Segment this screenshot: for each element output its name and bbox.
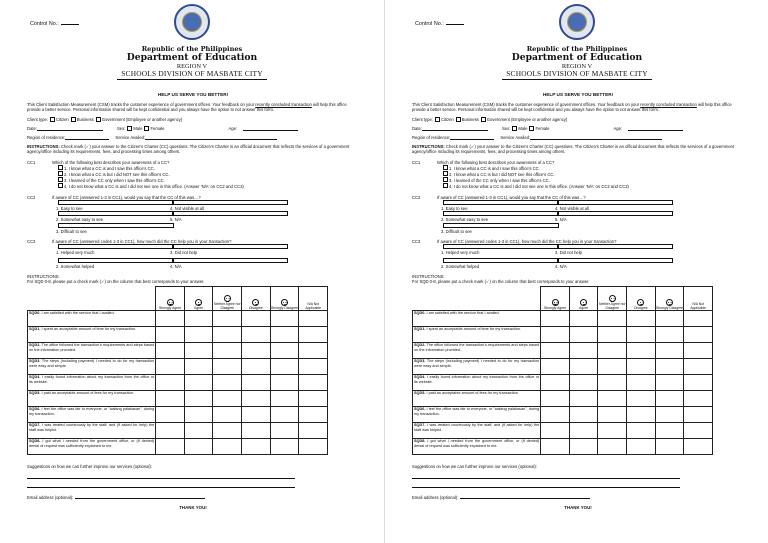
division-line: SCHOOLS DIVISION OF MASBATE CITY: [121, 69, 263, 78]
sqd-statement: SQD7. I was treated courteously by the staff, and (if asked for help) the staff was helpful.: [413, 423, 541, 439]
residence-service-row: Region of residence: Service Availed:: [27, 135, 359, 140]
deped-seal-icon: [174, 4, 210, 40]
rating-cell[interactable]: [627, 439, 656, 455]
checkbox-cc3-3[interactable]: [557, 244, 673, 249]
department-line: Department of Education: [511, 52, 643, 63]
rating-cell[interactable]: [598, 375, 627, 391]
rating-cell[interactable]: [242, 359, 271, 375]
rating-cell[interactable]: [655, 359, 684, 375]
rating-cell[interactable]: [156, 359, 185, 375]
rating-cell[interactable]: [270, 359, 299, 375]
rating-cell[interactable]: [569, 375, 598, 391]
cc1-question: CC1 Which of the following best describes your awareness of a CC? 1. I know what a CC is and I saw this office's CC. 2. I know what a CC is but I did NOT see this office's CC. 3. I learned of the CC only when I saw this office's CC. 4. I do not know what a CC is and I did not see one in this office. (Answer 'N/A' on CC2 and CC3): [27, 159, 244, 190]
rating-cell[interactable]: [299, 343, 328, 359]
rating-cell[interactable]: [684, 327, 713, 343]
rating-cell[interactable]: [156, 311, 185, 327]
checkbox-government[interactable]: [96, 117, 101, 122]
scale-not-applicable: N/A Not Applicable: [684, 287, 713, 311]
checkbox-business[interactable]: [71, 117, 76, 122]
cc-instructions: INSTRUCTIONS: Check mark (✓) your answer to the Citizen's Charter (CC) questions. The Citizen's Charter is an official document that reflects the services of a government agency/office including its requirements, fees, and processing times among others.: [412, 144, 735, 155]
table-row: [28, 439, 328, 455]
rating-cell[interactable]: [569, 359, 598, 375]
rating-cell[interactable]: [213, 327, 242, 343]
table-row: [28, 423, 328, 439]
rating-cell[interactable]: [299, 375, 328, 391]
intro-text: This Client Satisfaction Measurement (CSM) tracks the customer experience of government offices. Your feedback on your recently concluded transaction will help this office provide a better service. Personal information shared will be kept confidential and you always have the option to not answer this form.: [27, 102, 347, 113]
rating-cell[interactable]: [270, 375, 299, 391]
rating-cell[interactable]: [598, 327, 627, 343]
cc-instructions: INSTRUCTIONS: Check mark (✓) your answer to the Citizen's Charter (CC) questions. The Citizen's Charter is an official document that reflects the services of a government agency/office including its requirements, fees, and processing times among others.: [27, 144, 350, 155]
date-sex-age-row: Date: Sex: Male Female Age:: [27, 126, 359, 131]
rating-cell[interactable]: [299, 391, 328, 407]
checkbox-male[interactable]: [127, 126, 132, 131]
checkbox-cc2-3[interactable]: [58, 223, 174, 228]
rating-cell[interactable]: [684, 343, 713, 359]
cc3-question: CC3 If aware of CC (answered codes 1-3 in CC1), how much did the CC help you in your transaction? 1. Helped very much 3. Did not help 2. Somewhat helped 4. N/A: [412, 239, 744, 269]
sqd-statement: SQD1. I spent an acceptable amount of time for my transaction.: [28, 327, 156, 343]
rating-cell[interactable]: [541, 375, 570, 391]
rating-cell[interactable]: [242, 311, 271, 327]
rating-cell[interactable]: [270, 439, 299, 455]
very-happy-face-icon: [552, 299, 559, 306]
happy-face-icon: [195, 299, 202, 306]
rating-cell[interactable]: [541, 391, 570, 407]
checkbox-citizen[interactable]: [435, 117, 440, 122]
checkbox-cc2-1[interactable]: [443, 200, 559, 205]
cc2-question: CC2 If aware of CC (answered 1-3 in CC1), would you say that the CC of this was…? 1. Easy to see 4. Not visible at all 2. Somewhat easy to see 5. N/A 3. Difficult to see: [27, 195, 359, 234]
rating-cell[interactable]: [627, 391, 656, 407]
rating-cell[interactable]: [655, 311, 684, 327]
table-row: [28, 327, 328, 343]
checkbox-cc2-5[interactable]: [172, 211, 288, 216]
rating-cell[interactable]: [684, 375, 713, 391]
control-number: Control No.:: [30, 21, 79, 27]
date-field[interactable]: [422, 126, 488, 131]
control-number-blank: [61, 24, 79, 25]
checkbox-cc1-4[interactable]: [443, 183, 448, 188]
rating-cell[interactable]: [213, 423, 242, 439]
intro-text: This Client Satisfaction Measurement (CSM) tracks the customer experience of government offices. Your feedback on your recently concluded transaction will help this office provide a better service. Personal information shared will be kept confidential and you always have the option to not answer this form.: [412, 102, 732, 113]
rating-cell[interactable]: [270, 327, 299, 343]
table-row: [28, 343, 328, 359]
checkbox-cc1-4[interactable]: [58, 183, 63, 188]
rating-cell[interactable]: [242, 375, 271, 391]
checkbox-cc2-4[interactable]: [172, 200, 288, 205]
checkbox-female[interactable]: [144, 126, 149, 131]
rating-cell[interactable]: [270, 407, 299, 423]
rating-cell[interactable]: [156, 375, 185, 391]
scale-strongly-agree: Strongly Agree: [541, 287, 570, 311]
checkbox-cc2-4[interactable]: [557, 200, 673, 205]
suggestions-line-1[interactable]: [27, 470, 295, 479]
table-row: [28, 391, 328, 407]
rating-cell[interactable]: [184, 439, 213, 455]
checkbox-cc1-3[interactable]: [443, 177, 448, 182]
checkbox-female[interactable]: [529, 126, 534, 131]
very-sad-face-icon: [666, 299, 673, 306]
scale-strongly-agree: Strongly Agree: [156, 287, 185, 311]
checkbox-citizen[interactable]: [50, 117, 55, 122]
sqd-statement: SQD2. The office followed the transaction's requirements and steps based on the information provided.: [28, 343, 156, 359]
rating-cell[interactable]: [569, 311, 598, 327]
rating-cell[interactable]: [270, 343, 299, 359]
scale-disagree: Disagree: [627, 287, 656, 311]
rating-cell[interactable]: [213, 311, 242, 327]
rating-cell[interactable]: [684, 439, 713, 455]
rating-cell[interactable]: [184, 423, 213, 439]
sqd-instructions: INSTRUCTIONS: For SQD 0-8, please put a check mark (✓) on the column that best corresponds to your answer.: [27, 274, 205, 285]
rating-cell[interactable]: [213, 439, 242, 455]
rating-cell[interactable]: [541, 359, 570, 375]
sqd-statement: SQD6. I feel the office was fair to everyone, or "walang palakasan", during my transaction.: [28, 407, 156, 423]
email-row: Email address (optional):: [412, 494, 744, 500]
rating-cell[interactable]: [684, 391, 713, 407]
rating-cell[interactable]: [156, 327, 185, 343]
rating-cell[interactable]: [627, 375, 656, 391]
suggestions-label: Suggestions on how we can further improve our services (optional):: [27, 464, 152, 470]
scale-agree: Agree: [569, 287, 598, 311]
sqd-instructions: INSTRUCTIONS: For SQD 0-8, please put a check mark (✓) on the column that best corresponds to your answer.: [412, 274, 590, 285]
suggestions-line-1[interactable]: [412, 470, 680, 479]
table-row: [28, 375, 328, 391]
rating-cell[interactable]: [598, 391, 627, 407]
scale-not-applicable: N/A Not Applicable: [299, 287, 328, 311]
rating-cell[interactable]: [213, 359, 242, 375]
sqd-statement: SQD7. I was treated courteously by the staff, and (if asked for help) the staff was helpful.: [28, 423, 156, 439]
rating-cell[interactable]: [684, 311, 713, 327]
checkbox-cc1-3[interactable]: [58, 177, 63, 182]
form-page-right: [384, 0, 768, 543]
very-sad-face-icon: [281, 299, 288, 306]
checkbox-cc1-2[interactable]: [443, 171, 448, 176]
form-title: HELP US SERVE YOU BETTER!: [157, 92, 229, 97]
email-field[interactable]: [75, 494, 205, 499]
sqd-statement: SQD4. I easily found information about my transaction from the office or its website.: [413, 375, 541, 391]
checkbox-cc1-2[interactable]: [58, 171, 63, 176]
rating-cell[interactable]: [213, 343, 242, 359]
checkbox-cc2-3[interactable]: [443, 223, 559, 228]
checkbox-cc2-2[interactable]: [58, 211, 174, 216]
suggestions-line-2[interactable]: [412, 479, 680, 488]
rating-cell[interactable]: [299, 311, 328, 327]
checkbox-cc3-3[interactable]: [172, 244, 288, 249]
rating-cell[interactable]: [242, 423, 271, 439]
rating-cell[interactable]: [541, 311, 570, 327]
rating-cell[interactable]: [184, 327, 213, 343]
rating-cell[interactable]: [299, 439, 328, 455]
rating-cell[interactable]: [655, 391, 684, 407]
rating-cell[interactable]: [598, 311, 627, 327]
cc1-question: CC1 Which of the following best describes your awareness of a CC? 1. I know what a CC is and I saw this office's CC. 2. I know what a CC is but I did NOT see this office's CC. 3. I learned of the CC only when I saw this office's CC. 4. I do not know what a CC is and I did not see one in this office. (Answer 'N/A' on CC2 and CC3): [412, 159, 629, 190]
thank-you-text: THANK YOU!: [564, 504, 592, 510]
rating-cell[interactable]: [299, 407, 328, 423]
rating-cell[interactable]: [627, 343, 656, 359]
sqd-statement: SQD0. I am satisfied with the service that I availed.: [413, 311, 541, 327]
rating-cell[interactable]: [541, 439, 570, 455]
scale-agree: Agree: [184, 287, 213, 311]
suggestions-line-2[interactable]: [27, 479, 295, 488]
control-number: Control No.:: [415, 21, 464, 27]
rating-cell[interactable]: [184, 359, 213, 375]
email-row: Email address (optional):: [27, 494, 359, 500]
sqd-statement: SQD6. I feel the office was fair to everyone, or "walang palakasan", during my transaction.: [413, 407, 541, 423]
rating-cell[interactable]: [184, 375, 213, 391]
rating-cell[interactable]: [242, 327, 271, 343]
region-line: REGION V: [561, 63, 593, 70]
checkbox-business[interactable]: [456, 117, 461, 122]
sqd-statement: SQD2. The office followed the transaction's requirements and steps based on the information provided.: [413, 343, 541, 359]
neutral-face-icon: [609, 295, 616, 302]
suggestions-label: Suggestions on how we can further improve our services (optional):: [412, 464, 537, 470]
rating-cell[interactable]: [213, 375, 242, 391]
rating-cell[interactable]: [598, 407, 627, 423]
rating-cell[interactable]: [569, 439, 598, 455]
checkbox-government[interactable]: [481, 117, 486, 122]
checkbox-cc3-1[interactable]: [58, 244, 174, 249]
neutral-face-icon: [224, 295, 231, 302]
rating-cell[interactable]: [541, 343, 570, 359]
sqd-statement: SQD5. I paid an acceptable amount of fees for my transaction.: [28, 391, 156, 407]
rating-cell[interactable]: [184, 391, 213, 407]
scale-disagree: Disagree: [242, 287, 271, 311]
sqd-statement: SQD1. I spent an acceptable amount of time for my transaction.: [413, 327, 541, 343]
rating-cell[interactable]: [541, 407, 570, 423]
date-sex-age-row: Date: Sex: Male Female Age:: [412, 126, 744, 131]
scale-neutral: Neither Agree nor Disagree: [598, 287, 627, 311]
cc2-question: CC2 If aware of CC (answered 1-3 in CC1), would you say that the CC of this was…? 1. Easy to see 4. Not visible at all 2. Somewhat easy to see 5. N/A 3. Difficult to see: [412, 195, 744, 234]
sad-face-icon: [637, 299, 644, 306]
age-field[interactable]: [628, 126, 683, 131]
rating-cell[interactable]: [627, 327, 656, 343]
age-field[interactable]: [243, 126, 298, 131]
checkbox-cc1-1[interactable]: [58, 165, 63, 170]
rating-cell[interactable]: [270, 391, 299, 407]
checkbox-cc3-4[interactable]: [172, 258, 288, 263]
rating-cell[interactable]: [684, 407, 713, 423]
rating-cell[interactable]: [627, 423, 656, 439]
thank-you-text: THANK YOU!: [179, 504, 207, 510]
table-row: [28, 359, 328, 375]
rating-cell[interactable]: [655, 407, 684, 423]
rating-cell[interactable]: [655, 423, 684, 439]
rating-cell[interactable]: [541, 423, 570, 439]
rating-cell[interactable]: [655, 327, 684, 343]
rating-cell[interactable]: [156, 439, 185, 455]
rating-cell[interactable]: [627, 311, 656, 327]
sqd-statement: SQD0. I am satisfied with the service that I availed.: [28, 311, 156, 327]
checkbox-cc1-1[interactable]: [443, 165, 448, 170]
sqd-rating-table: [27, 286, 328, 455]
republic-line: Republic of the Philippines: [141, 45, 243, 53]
checkbox-male[interactable]: [512, 126, 517, 131]
checkbox-cc3-2[interactable]: [443, 258, 559, 263]
rating-cell[interactable]: [156, 423, 185, 439]
sqd-statement: SQD5. I paid an acceptable amount of fees for my transaction.: [413, 391, 541, 407]
rating-cell[interactable]: [270, 311, 299, 327]
rating-cell[interactable]: [598, 439, 627, 455]
rating-cell[interactable]: [598, 343, 627, 359]
deped-seal-icon: [559, 4, 595, 40]
email-field[interactable]: [460, 494, 590, 499]
sqd-rating-table: [412, 286, 713, 455]
rating-cell[interactable]: [569, 343, 598, 359]
client-type-row: Client type: Citizen Business Government (Employee or another agency): [27, 116, 183, 122]
table-row: [413, 423, 713, 439]
rating-cell[interactable]: [627, 407, 656, 423]
rating-cell[interactable]: [684, 359, 713, 375]
rating-cell[interactable]: [213, 391, 242, 407]
residence-field[interactable]: [450, 135, 494, 140]
rating-cell[interactable]: [184, 311, 213, 327]
rating-cell[interactable]: [299, 327, 328, 343]
region-line: REGION V: [176, 63, 208, 70]
residence-service-row: Region of residence: Service Availed:: [412, 135, 744, 140]
rating-cell[interactable]: [655, 439, 684, 455]
sqd-statement: SQD8. I got what I needed from the government office, or (if denied) denial of request was sufficiently explained to me.: [413, 439, 541, 455]
scale-neutral: Neither Agree nor Disagree: [213, 287, 242, 311]
rating-cell[interactable]: [242, 439, 271, 455]
sqd-statement: SQD8. I got what I needed from the government office, or (if denied) denial of request was sufficiently explained to me.: [28, 439, 156, 455]
table-row: [28, 311, 328, 327]
rating-cell[interactable]: [569, 327, 598, 343]
checkbox-cc3-1[interactable]: [443, 244, 559, 249]
checkbox-cc3-2[interactable]: [58, 258, 174, 263]
checkbox-cc2-5[interactable]: [557, 211, 673, 216]
scale-strongly-disagree: Strongly Disagree: [270, 287, 299, 311]
division-line: SCHOOLS DIVISION OF MASBATE CITY: [506, 69, 648, 78]
date-field[interactable]: [37, 126, 103, 131]
rating-cell[interactable]: [156, 407, 185, 423]
rating-cell[interactable]: [242, 343, 271, 359]
control-number-blank: [446, 24, 464, 25]
rating-cell[interactable]: [242, 407, 271, 423]
rating-cell[interactable]: [627, 359, 656, 375]
rating-cell[interactable]: [184, 407, 213, 423]
republic-line: Republic of the Philippines: [526, 45, 628, 53]
rating-cell[interactable]: [213, 407, 242, 423]
sqd-statement: SQD3. The steps (including payment) I needed to do for my transaction were easy and simple.: [28, 359, 156, 375]
department-line: Department of Education: [126, 52, 258, 63]
very-happy-face-icon: [167, 299, 174, 306]
table-row: [413, 311, 713, 327]
rating-cell[interactable]: [156, 343, 185, 359]
residence-field[interactable]: [65, 135, 109, 140]
rating-cell[interactable]: [655, 343, 684, 359]
table-row: [28, 407, 328, 423]
rating-cell[interactable]: [156, 391, 185, 407]
rating-cell[interactable]: [299, 359, 328, 375]
table-row: [413, 327, 713, 343]
rating-cell[interactable]: [655, 375, 684, 391]
rating-cell[interactable]: [598, 423, 627, 439]
rating-cell[interactable]: [299, 423, 328, 439]
sqd-statement: SQD4. I easily found information about my transaction from the office or its website.: [28, 375, 156, 391]
table-row: [413, 359, 713, 375]
rating-cell[interactable]: [242, 391, 271, 407]
sad-face-icon: [252, 299, 259, 306]
service-field[interactable]: [530, 135, 662, 140]
rating-cell[interactable]: [541, 327, 570, 343]
rating-cell[interactable]: [569, 407, 598, 423]
table-row: [413, 407, 713, 423]
table-row: [413, 439, 713, 455]
cc3-question: CC3 If aware of CC (answered codes 1-3 in CC1), how much did the CC help you in your transaction? 1. Helped very much 3. Did not help 2. Somewhat helped 4. N/A: [27, 239, 359, 269]
service-field[interactable]: [145, 135, 277, 140]
sqd-statement: SQD3. The steps (including payment) I needed to do for my transaction were easy and simple.: [413, 359, 541, 375]
rating-cell[interactable]: [569, 423, 598, 439]
letterhead: [385, 45, 768, 80]
scale-strongly-disagree: Strongly Disagree: [655, 287, 684, 311]
rating-cell[interactable]: [684, 423, 713, 439]
rating-cell[interactable]: [270, 423, 299, 439]
table-row: [413, 375, 713, 391]
form-title: HELP US SERVE YOU BETTER!: [542, 92, 614, 97]
happy-face-icon: [580, 299, 587, 306]
rating-cell[interactable]: [598, 359, 627, 375]
table-row: [413, 343, 713, 359]
rating-cell[interactable]: [184, 343, 213, 359]
letterhead: [0, 45, 384, 80]
checkbox-cc3-4[interactable]: [557, 258, 673, 263]
checkbox-cc2-2[interactable]: [443, 211, 559, 216]
table-row: [413, 391, 713, 407]
client-type-row: Client type: Citizen Business Government (Employee or another agency): [412, 116, 568, 122]
rating-cell[interactable]: [569, 391, 598, 407]
checkbox-cc2-1[interactable]: [58, 200, 174, 205]
